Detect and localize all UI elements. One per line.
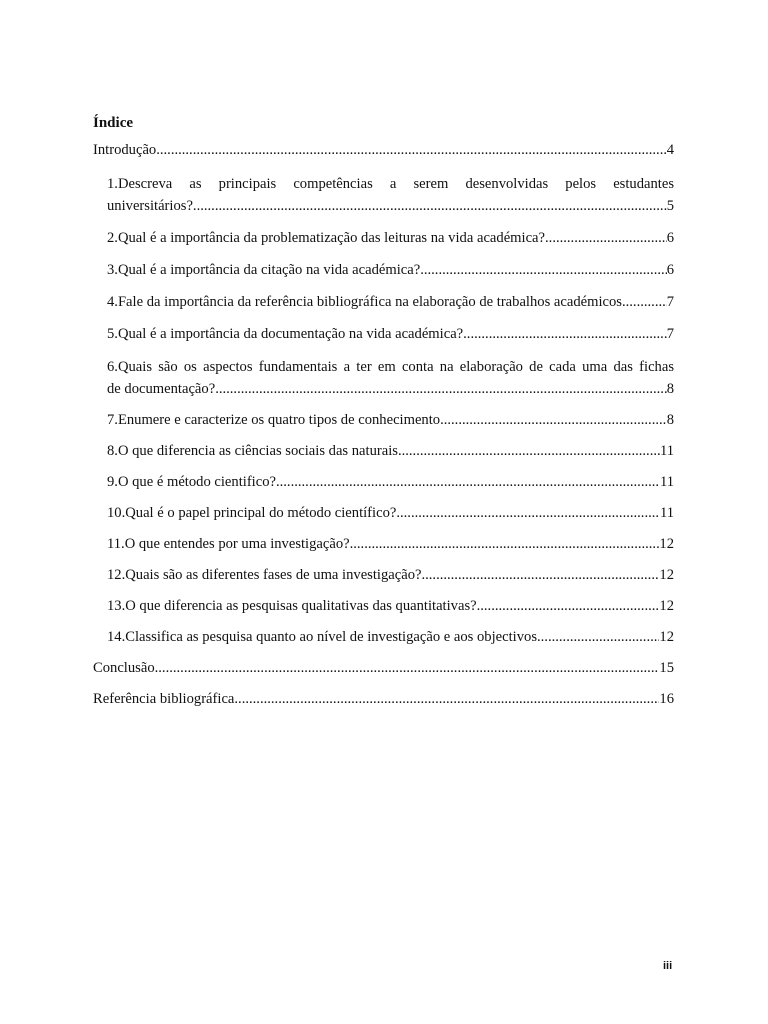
- toc-entry-label: 4.Fale da importância da referência bibliográfica na elaboração de trabalhos académicos: [107, 294, 622, 310]
- toc-entry-page: 7: [666, 294, 674, 310]
- toc-entry[interactable]: [93, 410, 674, 430]
- toc-dot-leader: [215, 379, 667, 399]
- toc-entry-row: [107, 260, 674, 280]
- toc-entry-label: 3.Qual é a importância da citação na vida académica?: [107, 262, 421, 278]
- toc-dot-leader: [477, 596, 660, 616]
- toc-entry[interactable]: [93, 596, 674, 616]
- toc-entry-row: [107, 627, 674, 647]
- toc-entry-page: 12: [659, 598, 674, 614]
- toc-entry-page: 6: [666, 262, 674, 278]
- toc-entry-label: 13.O que diferencia as pesquisas qualitativas das quantitativas?: [107, 598, 477, 614]
- toc-entry-page: 8: [666, 412, 674, 428]
- toc-heading: Índice: [93, 115, 134, 131]
- toc-entry-row: [107, 472, 674, 492]
- page-number: iii: [663, 960, 673, 972]
- toc-entry[interactable]: [93, 324, 674, 344]
- toc-entry-label: Conclusão: [93, 660, 155, 676]
- toc-entry-label: 2.Qual é a importância da problematização das leituras na vida académica?: [107, 230, 546, 246]
- toc-entry-label: 14.Classifica as pesquisa quanto ao nível de investigação e aos objectivos: [107, 629, 537, 645]
- toc-dot-leader: [537, 627, 659, 647]
- toc-entry-page: 12: [659, 536, 674, 552]
- table-of-contents: [93, 140, 674, 709]
- toc-entry-page: 12: [659, 629, 674, 645]
- toc-dot-leader: [234, 689, 659, 709]
- toc-entry-page: 15: [659, 660, 674, 676]
- toc-entry[interactable]: [93, 503, 674, 523]
- toc-dot-leader: [193, 196, 667, 216]
- toc-entry[interactable]: [93, 260, 674, 280]
- toc-entry-label: de documentação?: [107, 381, 216, 397]
- toc-entry-page: 7: [666, 326, 674, 342]
- toc-entry[interactable]: [93, 172, 674, 216]
- toc-entry-label: 7.Enumere e caracterize os quatro tipos de conhecimento: [107, 412, 441, 428]
- toc-entry-label: 12.Quais são as diferentes fases de uma investigação?: [107, 567, 422, 583]
- toc-entry-row: [107, 228, 674, 248]
- toc-entry[interactable]: [93, 472, 674, 492]
- toc-entry-page: 11: [659, 474, 674, 490]
- toc-entry-page: 5: [666, 198, 674, 214]
- toc-entry-row: [93, 658, 674, 678]
- toc-entry-page: 8: [666, 381, 674, 397]
- toc-entry-row: [107, 565, 674, 585]
- toc-entry[interactable]: [93, 441, 674, 461]
- toc-entry-row: [107, 196, 674, 216]
- toc-dot-leader: [420, 260, 667, 280]
- toc-entry[interactable]: [93, 140, 674, 160]
- toc-dot-leader: [421, 565, 659, 585]
- toc-dot-leader: [545, 228, 667, 248]
- toc-entry-label: 5.Qual é a importância da documentação na vida académica?: [107, 326, 464, 342]
- toc-entry-page: 6: [666, 230, 674, 246]
- toc-entry-label: universitários?: [107, 198, 193, 214]
- toc-dot-leader: [398, 441, 660, 461]
- toc-entry-page: 11: [659, 505, 674, 521]
- toc-entry-row: [107, 503, 674, 523]
- toc-entry-page: 16: [659, 691, 674, 707]
- toc-entry-row: [107, 596, 674, 616]
- toc-entry[interactable]: [93, 228, 674, 248]
- toc-dot-leader: [622, 292, 667, 312]
- toc-entry-row: [93, 689, 674, 709]
- toc-entry-row: [107, 534, 674, 554]
- toc-dot-leader: [440, 410, 667, 430]
- toc-entry[interactable]: [93, 534, 674, 554]
- toc-entry[interactable]: [93, 565, 674, 585]
- toc-entry[interactable]: [93, 658, 674, 678]
- toc-entry-label: 11.O que entendes por uma investigação?: [107, 536, 350, 552]
- toc-entry-page: 4: [666, 142, 674, 158]
- toc-entry-row: [107, 379, 674, 399]
- toc-entry-label: 10.Qual é o papel principal do método científico?: [107, 505, 397, 521]
- toc-entry-label-line: 6.Quais são os aspectos fundamentais a ter em conta na elaboração de cada uma das fichas: [107, 359, 674, 375]
- toc-dot-leader: [350, 534, 660, 554]
- toc-entry-row: [107, 292, 674, 312]
- toc-entry-label: 8.O que diferencia as ciências sociais das naturais: [107, 443, 398, 459]
- toc-dot-leader: [155, 658, 660, 678]
- toc-entry-page: 11: [659, 443, 674, 459]
- toc-entry-page: 12: [659, 567, 674, 583]
- toc-dot-leader: [276, 472, 660, 492]
- toc-dot-leader: [156, 140, 666, 160]
- toc-entry[interactable]: [93, 292, 674, 312]
- toc-entry[interactable]: [93, 355, 674, 399]
- toc-entry-label: Introdução: [93, 142, 157, 158]
- toc-entry[interactable]: [93, 627, 674, 647]
- toc-entry-row: [93, 140, 674, 160]
- toc-entry-label: 9.O que é método cientifico?: [107, 474, 276, 490]
- toc-dot-leader: [463, 324, 667, 344]
- toc-entry-label-line: 1.Descreva as principais competências a serem desenvolvidas pelos estudantes: [107, 176, 674, 192]
- toc-entry-row: [107, 410, 674, 430]
- toc-entry-label: Referência bibliográfica: [93, 691, 235, 707]
- toc-entry[interactable]: [93, 689, 674, 709]
- toc-entry-row: [107, 441, 674, 461]
- toc-entry-row: [107, 324, 674, 344]
- toc-dot-leader: [396, 503, 660, 523]
